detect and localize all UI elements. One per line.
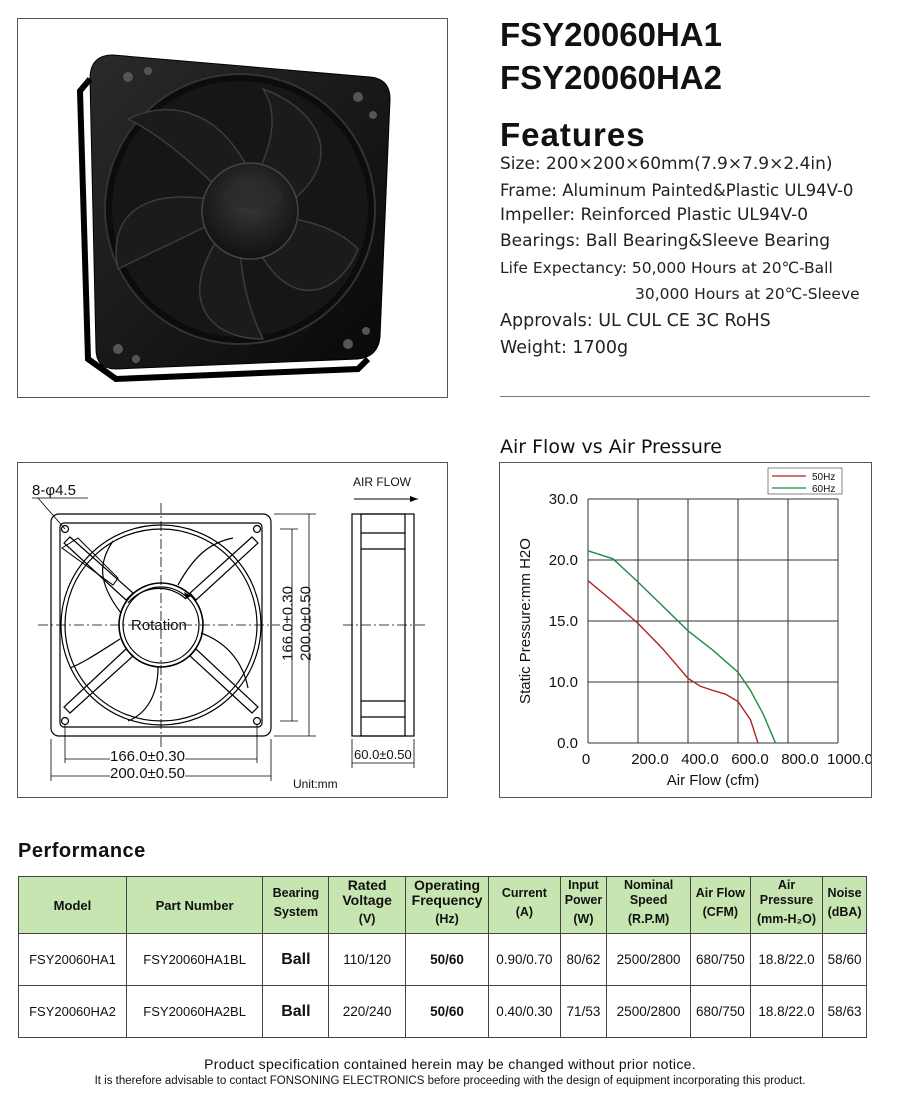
table-header-cell — [263, 877, 329, 934]
table-cell: 50/60 — [405, 986, 488, 1038]
x-tick-label: 400.0 — [681, 751, 719, 768]
table-cell: 18.8/22.0 — [750, 934, 822, 986]
table-cell: 71/53 — [560, 986, 607, 1038]
table-cell: 2500/2800 — [607, 986, 690, 1038]
table-cell: FSY20060HA2 — [19, 986, 127, 1038]
header-top-label: Air Pressure — [759, 878, 814, 907]
table-row — [19, 986, 867, 1038]
y-axis-label: Static Pressure:mm H2O — [517, 538, 534, 704]
table-header-cell — [560, 877, 607, 934]
table-cell: 50/60 — [405, 934, 488, 986]
table-header-cell — [126, 877, 262, 934]
header-bottom-label: (dBA) — [827, 904, 862, 919]
dim-depth: 60.0±0.50 — [354, 747, 412, 762]
header-bottom-label: Part Number — [155, 897, 234, 913]
table-header-cell — [823, 877, 867, 934]
x-tick-label: 200.0 — [631, 751, 669, 768]
feature-size: Size: 200×200×60mm(7.9×7.9×2.4in) — [500, 154, 833, 174]
dim-inner-horizontal: 166.0±0.30 — [110, 748, 185, 765]
header-bottom-label: (mm-H₂O) — [756, 912, 817, 926]
x-tick-label: 1000.0 — [827, 751, 871, 768]
feature-frame: Frame: Aluminum Painted&Plastic UL94V-0 — [500, 181, 854, 200]
feature-life-2: 30,000 Hours at 20℃-Sleeve — [635, 285, 860, 303]
table-cell: FSY20060HA2BL — [126, 986, 262, 1038]
y-tick-label: 0.0 — [557, 735, 578, 752]
header-top-label: Rated Voltage — [342, 877, 392, 908]
table-cell: 680/750 — [690, 986, 750, 1038]
table-header-row — [19, 877, 867, 934]
header-bottom-label: (V) — [358, 912, 376, 926]
header-bottom-label: (A) — [515, 904, 534, 919]
table-cell: 2500/2800 — [607, 934, 690, 986]
header-top-label: Current — [501, 885, 547, 900]
holes-label: 8-φ4.5 — [32, 482, 76, 499]
feature-bearings: Bearings: Ball Bearing&Sleeve Bearing — [500, 231, 830, 251]
table-cell: 18.8/22.0 — [750, 986, 822, 1038]
model-name-2: FSY20060HA2 — [500, 59, 722, 96]
footer-advice: It is therefore advisable to contact FONSONING ELECTRONICS before proceeding with the design of equipment incorporating this product. — [94, 1075, 806, 1087]
series-line-50Hz — [588, 581, 758, 743]
dim-outer-horizontal: 200.0±0.50 — [110, 765, 185, 782]
performance-table — [18, 876, 867, 1038]
features-title: Features — [500, 116, 646, 153]
table-cell: 80/62 — [560, 934, 607, 986]
dim-outer-vertical: 200.0±0.50 — [297, 586, 315, 661]
table-row — [19, 934, 867, 986]
table-header-cell — [489, 877, 560, 934]
table-cell: 0.90/0.70 — [489, 934, 560, 986]
header-top-label: Noise — [827, 885, 862, 900]
header-top-label: Input Power — [564, 878, 603, 907]
table-header-cell — [750, 877, 822, 934]
feature-approvals: Approvals: UL CUL CE 3C RoHS — [500, 311, 771, 331]
dim-inner-vertical: 166.0±0.30 — [279, 586, 297, 661]
feature-weight: Weight: 1700g — [500, 338, 629, 358]
air-flow-label: AIR FLOW — [353, 475, 412, 489]
x-tick-label: 800.0 — [781, 751, 819, 768]
header-bottom-label: Model — [53, 897, 92, 913]
header-bottom-label: (Hz) — [435, 912, 459, 926]
table-cell: FSY20060HA1 — [19, 934, 127, 986]
x-axis-label: Air Flow (cfm) — [666, 772, 760, 789]
table-cell: 680/750 — [690, 934, 750, 986]
table-header-cell — [690, 877, 750, 934]
table-cell: 0.40/0.30 — [489, 986, 560, 1038]
table-cell: 58/63 — [823, 986, 867, 1038]
header-bottom-label: (R.P.M) — [627, 912, 670, 926]
chart-frame — [499, 462, 872, 798]
header-bottom-label: (W) — [573, 912, 594, 926]
table-cell: FSY20060HA1BL — [126, 934, 262, 986]
y-tick-label: 10.0 — [548, 674, 578, 691]
table-cell: Ball — [263, 986, 329, 1038]
feature-life: Life Expectancy: 50,000 Hours at 20℃-Ball — [500, 259, 833, 277]
unit-label: Unit:mm — [293, 777, 338, 791]
y-tick-label: 15.0 — [548, 613, 578, 630]
table-cell: Ball — [263, 934, 329, 986]
feature-impeller: Impeller: Reinforced Plastic UL94V-0 — [500, 205, 809, 225]
table-header-cell — [405, 877, 488, 934]
y-tick-label: 20.0 — [548, 552, 578, 569]
header-bottom-label: System — [273, 904, 319, 919]
performance-title: Performance — [18, 840, 146, 862]
header-top-label: Nominal Speed — [623, 878, 674, 907]
header-top-label: Operating Frequency — [411, 877, 483, 908]
table-cell: 110/120 — [329, 934, 405, 986]
chart-title: Air Flow vs Air Pressure — [500, 436, 722, 458]
y-tick-label: 30.0 — [548, 491, 578, 508]
table-cell: 220/240 — [329, 986, 405, 1038]
legend-label: 50Hz — [812, 472, 836, 483]
x-tick-label: 0 — [581, 751, 591, 768]
footer-notice: Product specification contained herein may be changed without prior notice. — [204, 1056, 696, 1072]
model-name-1: FSY20060HA1 — [500, 16, 722, 53]
legend-label: 60Hz — [812, 484, 836, 495]
table-header-cell — [329, 877, 405, 934]
header-bottom-label: (CFM) — [702, 904, 739, 919]
x-tick-label: 600.0 — [731, 751, 769, 768]
table-header-cell — [607, 877, 690, 934]
dimension-drawing — [17, 462, 448, 798]
table-body — [19, 934, 867, 1038]
fan-photo — [18, 19, 447, 397]
product-photo-frame — [17, 18, 448, 398]
header-top-label: Air Flow — [695, 885, 745, 900]
header-top-label: Bearing — [272, 885, 320, 900]
divider — [500, 396, 870, 397]
table-cell: 58/60 — [823, 934, 867, 986]
chart-svg — [500, 463, 871, 797]
table-header-cell — [19, 877, 127, 934]
rotation-label: Rotation — [131, 617, 187, 634]
